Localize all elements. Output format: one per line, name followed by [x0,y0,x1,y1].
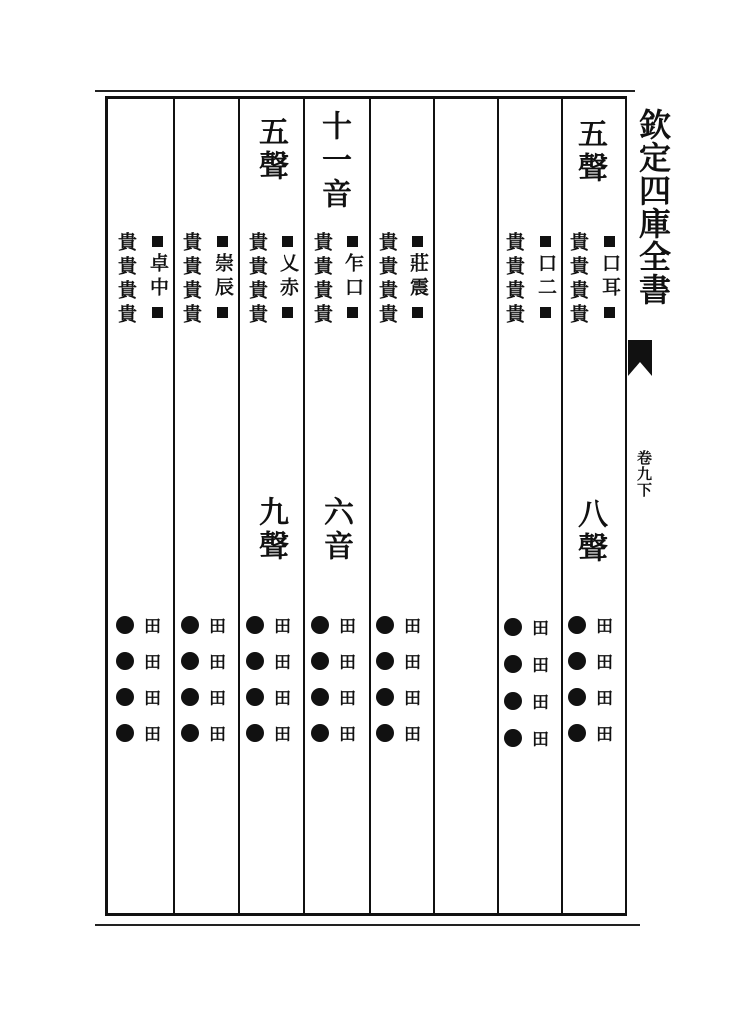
row-char: 貴 [567,256,589,280]
filled-circle-icon [311,724,329,742]
cell-char: 田 [209,689,226,709]
row-char: 貴 [246,304,268,328]
cell-row [376,684,421,709]
row-char: 貴 [376,256,398,280]
fishtail-mark-icon [628,340,652,376]
cell-char: 田 [404,617,421,637]
cell-char: 田 [339,617,356,637]
cell-row [311,612,356,637]
cell-char: 田 [339,725,356,745]
row-char: 貴 [246,232,268,256]
cell-row [246,684,291,709]
cell-char: 田 [596,617,613,637]
filled-circle-icon [376,652,394,670]
filled-circle-icon [504,618,522,636]
cell-char: 田 [274,617,291,637]
filled-circle-icon [568,652,586,670]
filled-circle-icon [246,724,264,742]
block-mark-icon [152,236,163,247]
cell-row [568,684,613,709]
cell-row [246,648,291,673]
row-char: 貴 [311,232,333,256]
block-mark-icon [282,307,293,318]
cell-row [376,720,421,745]
column-divider [561,99,563,914]
cell-row [246,720,291,745]
cell-char: 田 [274,725,291,745]
row-char: 貴 [246,256,268,280]
cell-row [181,648,226,673]
filled-circle-icon [376,724,394,742]
filled-circle-icon [376,688,394,706]
column-5-annotation [278,236,297,318]
column-divider [238,99,240,914]
filled-circle-icon [116,688,134,706]
filled-circle-icon [181,724,199,742]
annotation-text: 口二 [535,253,557,301]
cell-char: 田 [339,653,356,673]
annotation-text: 口耳 [599,253,621,301]
column-0-heading: 五聲 [572,118,607,186]
cell-row [376,648,421,673]
filled-circle-icon [311,688,329,706]
cell-row [311,684,356,709]
cell-row [116,612,161,637]
cell-char: 田 [274,689,291,709]
cell-row [116,684,161,709]
filled-circle-icon [116,724,134,742]
cell-row [311,720,356,745]
filled-circle-icon [311,652,329,670]
row-char: 貴 [376,232,398,256]
column-3-annotation [408,236,427,318]
column-5-heading: 五聲 [253,116,288,184]
annotation-text: 崇辰 [212,253,234,301]
row-char: 貴 [115,304,137,328]
cell-char: 田 [404,725,421,745]
filled-circle-icon [116,652,134,670]
row-char: 貴 [376,280,398,304]
cell-char: 田 [532,693,549,713]
filled-circle-icon [116,616,134,634]
cell-row [504,614,549,639]
cell-char: 田 [404,689,421,709]
filled-circle-icon [504,692,522,710]
filled-circle-icon [181,616,199,634]
filled-circle-icon [568,724,586,742]
filled-circle-icon [246,652,264,670]
row-char: 貴 [567,232,589,256]
column-0-annotation [600,236,619,318]
row-char: 貴 [115,232,137,256]
column-7-annotation [148,236,167,318]
row-char: 貴 [311,280,333,304]
row-char: 貴 [115,256,137,280]
cell-row [181,684,226,709]
column-1-rows [504,232,523,328]
block-mark-icon [412,236,423,247]
block-mark-icon [540,307,551,318]
cell-row [116,720,161,745]
block-mark-icon [604,307,615,318]
cell-row [504,651,549,676]
row-char: 貴 [180,304,202,328]
cell-char: 田 [209,653,226,673]
cell-row [568,720,613,745]
row-char: 貴 [180,256,202,280]
column-1-annotation [536,236,555,318]
cell-char: 田 [144,617,161,637]
row-char: 貴 [503,304,525,328]
row-char: 貴 [567,280,589,304]
page-frame [105,96,627,916]
cell-row [311,648,356,673]
block-mark-icon [604,236,615,247]
column-4-rows [312,232,331,328]
frame-top-outer-rule [95,90,635,92]
annotation-text: 卓中 [147,253,169,301]
row-char: 貴 [115,280,137,304]
filled-circle-icon [246,688,264,706]
filled-circle-icon [568,616,586,634]
cell-char: 田 [596,653,613,673]
column-0-lower-heading: 八聲 [572,498,607,566]
row-char: 貴 [503,256,525,280]
cell-row [504,688,549,713]
column-0-rows [568,232,587,328]
filled-circle-icon [246,616,264,634]
filled-circle-icon [376,616,394,634]
cell-row [181,612,226,637]
cell-char: 田 [532,619,549,639]
column-divider [497,99,499,914]
cell-char: 田 [532,656,549,676]
block-mark-icon [540,236,551,247]
column-divider [173,99,175,914]
cell-row [246,612,291,637]
annotation-text: 乂赤 [277,253,299,301]
frame-bottom-outer-rule [95,924,640,926]
row-char: 貴 [503,232,525,256]
column-7-rows [116,232,135,328]
block-mark-icon [347,307,358,318]
cell-char: 田 [532,730,549,750]
column-divider [433,99,435,914]
row-char: 貴 [180,280,202,304]
row-char: 貴 [246,280,268,304]
cell-char: 田 [596,689,613,709]
filled-circle-icon [181,652,199,670]
cell-row [181,720,226,745]
filled-circle-icon [504,729,522,747]
column-4-lower-heading: 六音 [318,496,353,564]
cell-char: 田 [209,725,226,745]
block-mark-icon [412,307,423,318]
cell-char: 田 [274,653,291,673]
cell-char: 田 [404,653,421,673]
column-divider [369,99,371,914]
cell-char: 田 [144,689,161,709]
annotation-text: 乍口 [342,253,364,301]
row-char: 貴 [503,280,525,304]
cell-char: 田 [144,725,161,745]
filled-circle-icon [181,688,199,706]
cell-char: 田 [339,689,356,709]
annotation-text: 莊震 [407,253,429,301]
column-4-heading: 十一音 [316,110,351,212]
cell-row [116,648,161,673]
cell-row [376,612,421,637]
margin-volume: 卷九下 [635,450,653,498]
column-5-lower-heading: 九聲 [253,496,288,564]
row-char: 貴 [311,304,333,328]
cell-char: 田 [144,653,161,673]
row-char: 貴 [567,304,589,328]
column-6-annotation [213,236,232,318]
column-4-annotation [343,236,362,318]
cell-char: 田 [209,617,226,637]
block-mark-icon [282,236,293,247]
block-mark-icon [217,236,228,247]
cell-row [568,648,613,673]
filled-circle-icon [311,616,329,634]
row-char: 貴 [180,232,202,256]
block-mark-icon [152,307,163,318]
row-char: 貴 [376,304,398,328]
filled-circle-icon [504,655,522,673]
cell-char: 田 [596,725,613,745]
filled-circle-icon [568,688,586,706]
row-char: 貴 [311,256,333,280]
margin-title: 欽定四庫全書 [634,108,672,306]
column-6-rows [181,232,200,328]
block-mark-icon [217,307,228,318]
column-5-rows [247,232,266,328]
cell-row [568,612,613,637]
cell-row [504,725,549,750]
block-mark-icon [347,236,358,247]
column-3-rows [377,232,396,328]
column-divider [303,99,305,914]
